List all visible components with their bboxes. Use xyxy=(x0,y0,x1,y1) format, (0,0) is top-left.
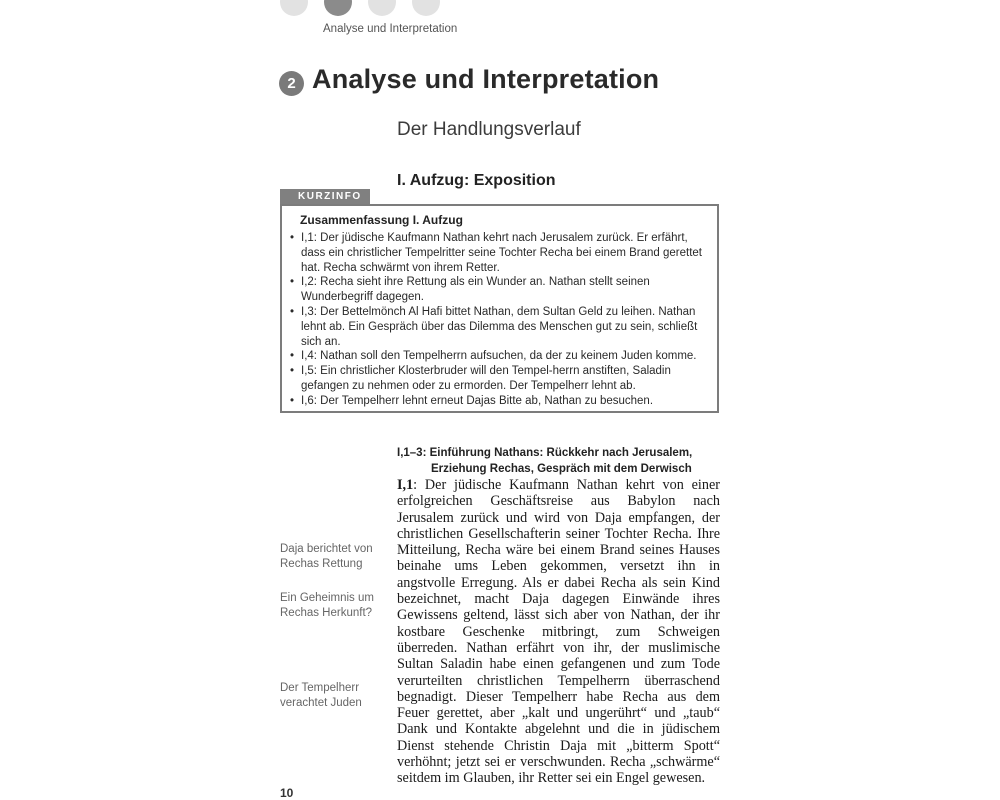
summary-list xyxy=(290,231,707,409)
summary-item-text: I,3: Der Bettelmönch Al Hafi bittet Nathan, dem Sultan Geld zu leihen. Nathan lehnt ab. Ein Gespräch über das Dilemma des Menschen gut zu sein, schließt sich an. xyxy=(301,305,698,348)
kurzinfo-tab: KURZINFO xyxy=(280,189,370,205)
running-head: Analyse und Interpretation xyxy=(323,23,458,35)
bullet-icon: • xyxy=(290,276,295,289)
bullet-icon: • xyxy=(290,232,295,244)
bullet-icon: • xyxy=(290,350,295,363)
bullet-icon: • xyxy=(290,305,295,318)
summary-item-text: I,5: Ein christlicher Klosterbruder will den Tempel-herrn anstiften, Saladin gefangen zu nehmen oder zu ermorden. Der Tempelherr lehnt ab. xyxy=(301,365,671,392)
summary-item-text: I,6: Der Tempelherr lehnt erneut Dajas Bitte ab, Nathan zu besuchen. xyxy=(301,394,654,407)
summary-item xyxy=(290,231,707,275)
bullet-icon: • xyxy=(290,394,295,407)
content-heading-line1: I,1–3: Einführung Nathans: Rückkehr nach Jerusalem, xyxy=(397,447,693,459)
summary-item-text: I,2: Recha sieht ihre Rettung als ein Wunder an. Nathan stellt seinen Wunderbegriff dagegen. xyxy=(301,276,650,304)
summary-item xyxy=(290,275,707,305)
page-number: 10 xyxy=(280,786,294,800)
summary-box xyxy=(280,204,719,413)
margin-note: Ein Geheimnis um Rechas Herkunft? xyxy=(280,592,374,619)
summary-item-text: I,1: Der jüdische Kaufmann Nathan kehrt nach Jerusalem zurück. Er erfährt, dass ein christlicher Tempelritter seine Tochter Recha bei einem Brand gerettet hat. Recha schwärmt von ihrem Retter. xyxy=(301,232,703,274)
section-title: Der Handlungsverlauf xyxy=(397,119,581,140)
margin-note: Daja berichtet von Rechas Rettung xyxy=(280,543,373,570)
content-heading xyxy=(397,445,692,477)
body-lead: I,1 xyxy=(397,477,414,493)
nav-dot xyxy=(280,0,308,16)
nav-dot-active xyxy=(324,0,352,16)
bullet-icon: • xyxy=(290,365,295,378)
summary-item xyxy=(290,364,707,394)
content-heading-line2: Erziehung Rechas, Gespräch mit dem Derwisch xyxy=(431,463,692,475)
summary-item xyxy=(290,305,707,349)
summary-item xyxy=(290,394,707,409)
summary-title: Zusammenfassung I. Aufzug xyxy=(300,213,463,227)
summary-item-text: I,4: Nathan soll den Tempelherrn aufsuchen, da der zu keinem Juden komme. xyxy=(301,350,697,363)
body-text: : Der jüdische Kaufmann Nathan kehrt von einer erfolgreichen Geschäftsreise aus Babylon nach Jerusalem zurück und wird von Daja empfangen, der christlichen Gesellschafterin seiner Tochter Recha. Ihre Mitteilung, Recha wäre bei einem Brand seines Hauses beinahe ums Leben gekommen, versetzt ihn in angstvolle Erregung. Als er dabei Recha als sein Kind bezeichnet, macht Daja dagegen Einwände ihres Gewissens geltend, lässt sich aber von Nathan, der ihr kostbare Geschenke mitbringt, zum Schweigen überreden. Nathan erfährt von ihr, der muslimische Sultan Saladin habe einen gefangenen und zum Tode verurteilten christlichen Tempelherrn überraschend begnadigt. Dieser Tempelherr habe Recha aus dem Feuer gerettet, aber „kalt und ungerührt“ und „taub“ Dank und Kontakte abgelehnt und die in jüdischem Dienst stehende Christin Daja mit „bitterm Spott“ verhöhnt; jetzt sei er verschwunden. Recha „schwärme“ seitdem im Glauben, ihr Retter sei ein Engel gewesen. xyxy=(397,477,720,787)
chapter-number-badge: 2 xyxy=(279,71,304,96)
nav-dot xyxy=(368,0,396,16)
chapter-title: Analyse und Interpretation xyxy=(312,64,660,94)
nav-dot xyxy=(412,0,440,16)
summary-item xyxy=(290,349,707,364)
subsection-title: I. Aufzug: Exposition xyxy=(397,172,556,189)
body-paragraph xyxy=(397,477,720,787)
margin-note: Der Tempelherr verachtet Juden xyxy=(280,682,362,709)
